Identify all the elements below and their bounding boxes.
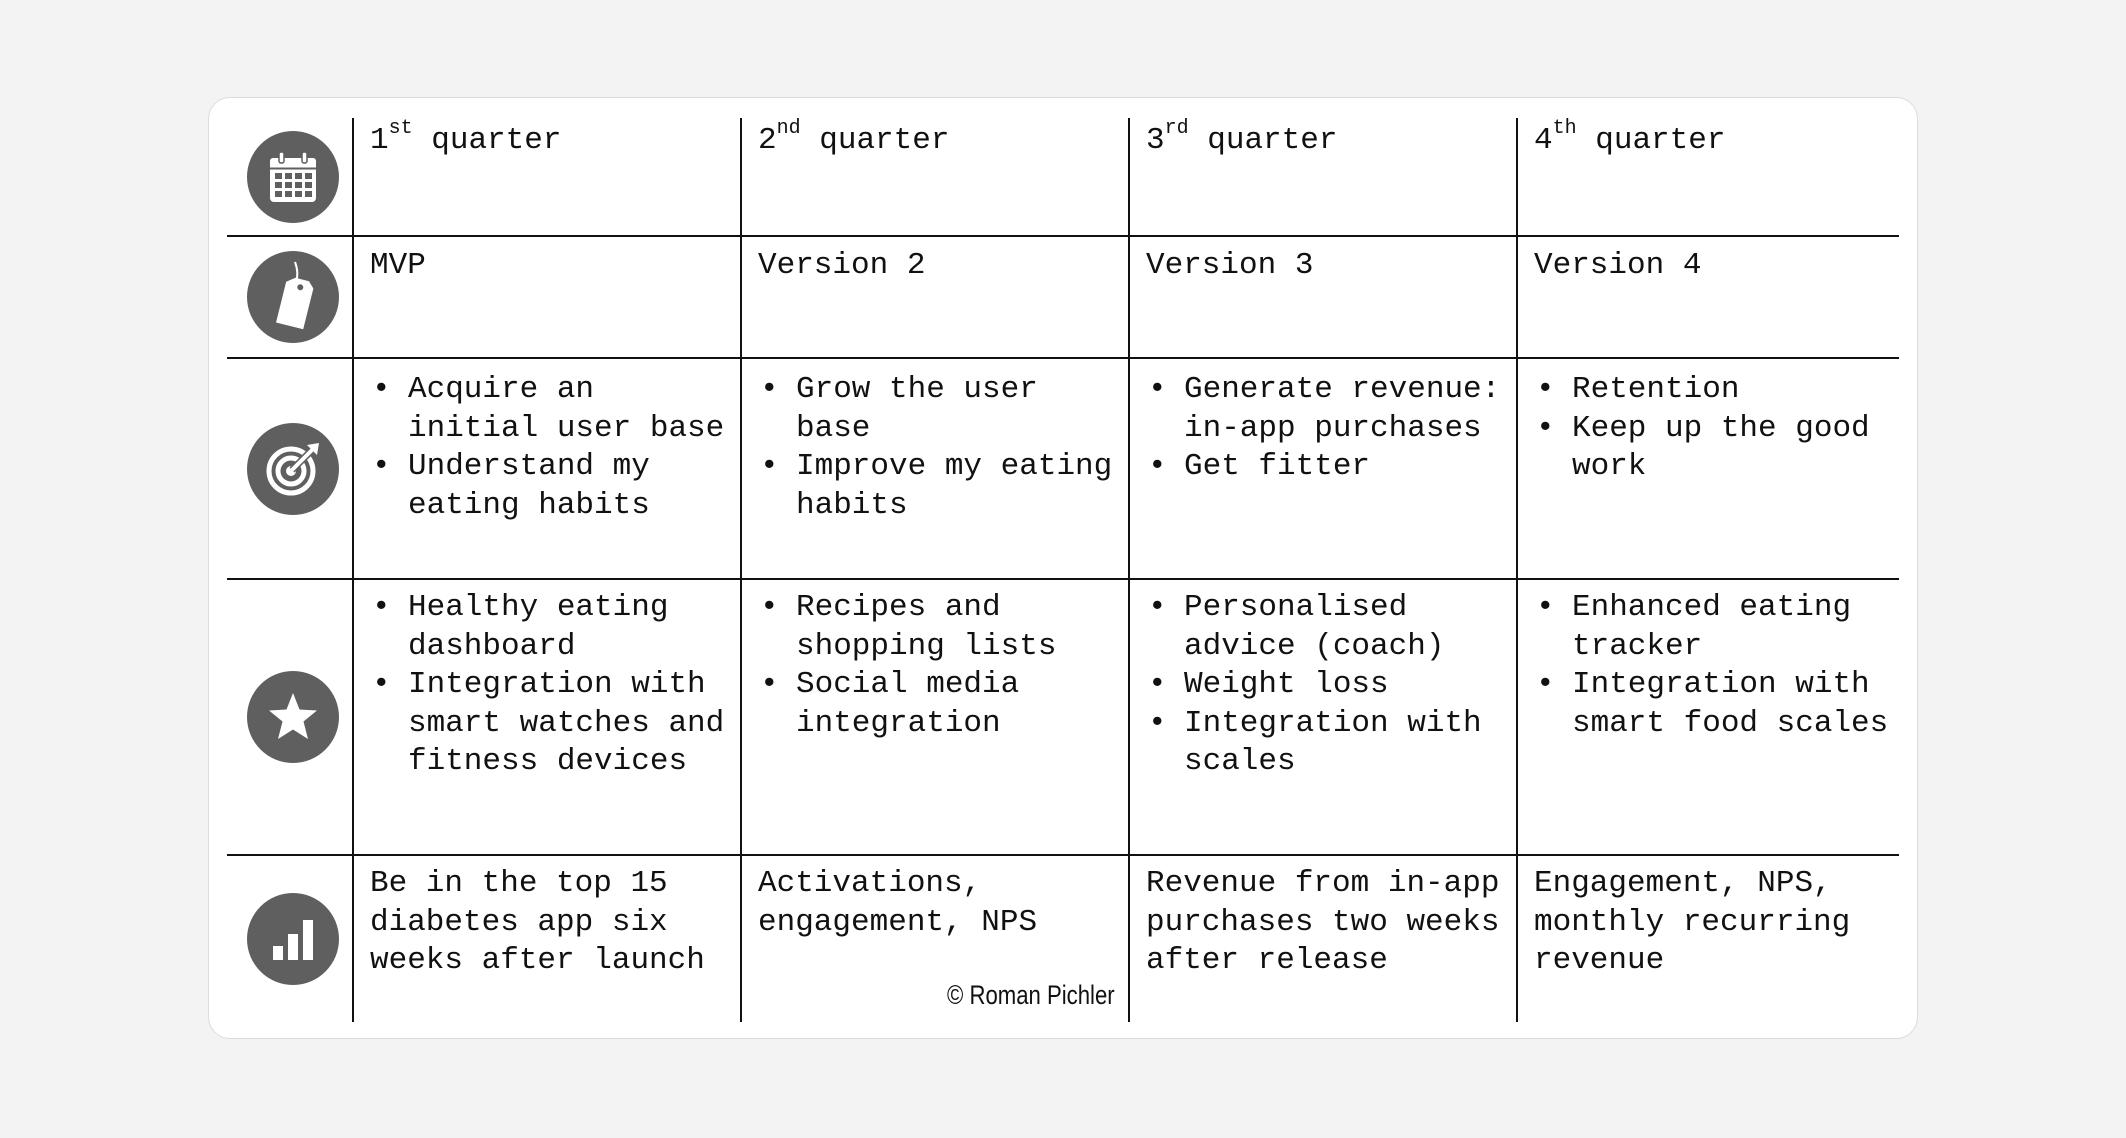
- goal-item: • Keep up the good work: [1534, 410, 1899, 487]
- version-cell-4: Version 4: [1516, 235, 1899, 357]
- goal-item: • Grow the user base: [758, 371, 1128, 448]
- version-cell-1: MVP: [352, 235, 740, 357]
- goals-cell-1: [352, 357, 740, 578]
- bar-chart-icon: [247, 893, 339, 985]
- metrics-cell-4: Engagement, NPS, monthly recurring revenue: [1516, 854, 1899, 1022]
- feature-item: • Enhanced eating tracker: [1534, 589, 1899, 666]
- features-cell-1: [352, 578, 740, 854]
- quarter-header-2: 2nd quarter: [740, 118, 1128, 235]
- version-cell-2: Version 2: [740, 235, 1128, 357]
- feature-item: • Weight loss: [1146, 666, 1516, 705]
- features-cell-3: [1128, 578, 1516, 854]
- goal-item: • Improve my eating habits: [758, 448, 1128, 525]
- roadmap-card: [208, 97, 1918, 1039]
- feature-item: • Healthy eating dashboard: [370, 589, 740, 666]
- metrics-cell-3: Revenue from in-app purchases two weeks after release: [1128, 854, 1516, 1022]
- row-icon-features: [227, 578, 352, 854]
- goals-cell-4: [1516, 357, 1899, 578]
- feature-item: • Integration with smart watches and fitness devices: [370, 666, 740, 782]
- goal-item: • Understand my eating habits: [370, 448, 740, 525]
- target-icon: [247, 423, 339, 515]
- calendar-icon: [247, 131, 339, 223]
- feature-item: • Personalised advice (coach): [1146, 589, 1516, 666]
- star-icon: [247, 671, 339, 763]
- version-cell-3: Version 3: [1128, 235, 1516, 357]
- quarter-header-1: 1st quarter: [352, 118, 740, 235]
- goal-item: • Get fitter: [1146, 448, 1516, 487]
- row-icon-date: [227, 118, 352, 235]
- features-cell-4: [1516, 578, 1899, 854]
- row-icon-goal: [227, 357, 352, 578]
- row-icon-metrics: [227, 854, 352, 1022]
- copyright-notice: © Roman Pichler: [947, 980, 1115, 1010]
- goals-cell-3: [1128, 357, 1516, 578]
- tag-icon: [247, 251, 339, 343]
- feature-item: • Recipes and shopping lists: [758, 589, 1128, 666]
- quarter-header-4: 4th quarter: [1516, 118, 1899, 235]
- goal-item: • Retention: [1534, 371, 1899, 410]
- roadmap-table: [227, 118, 1899, 1022]
- goals-cell-2: [740, 357, 1128, 578]
- goal-item: • Generate revenue: in-app purchases: [1146, 371, 1516, 448]
- quarter-header-3: 3rd quarter: [1128, 118, 1516, 235]
- feature-item: • Social media integration: [758, 666, 1128, 743]
- feature-item: • Integration with scales: [1146, 705, 1516, 782]
- metrics-cell-2: Activations, engagement, NPS: [740, 854, 1128, 1022]
- features-cell-2: [740, 578, 1128, 854]
- feature-item: • Integration with smart food scales: [1534, 666, 1899, 743]
- goal-item: • Acquire an initial user base: [370, 371, 740, 448]
- row-icon-version: [227, 235, 352, 357]
- metrics-cell-1: Be in the top 15 diabetes app six weeks after launch: [352, 854, 740, 1022]
